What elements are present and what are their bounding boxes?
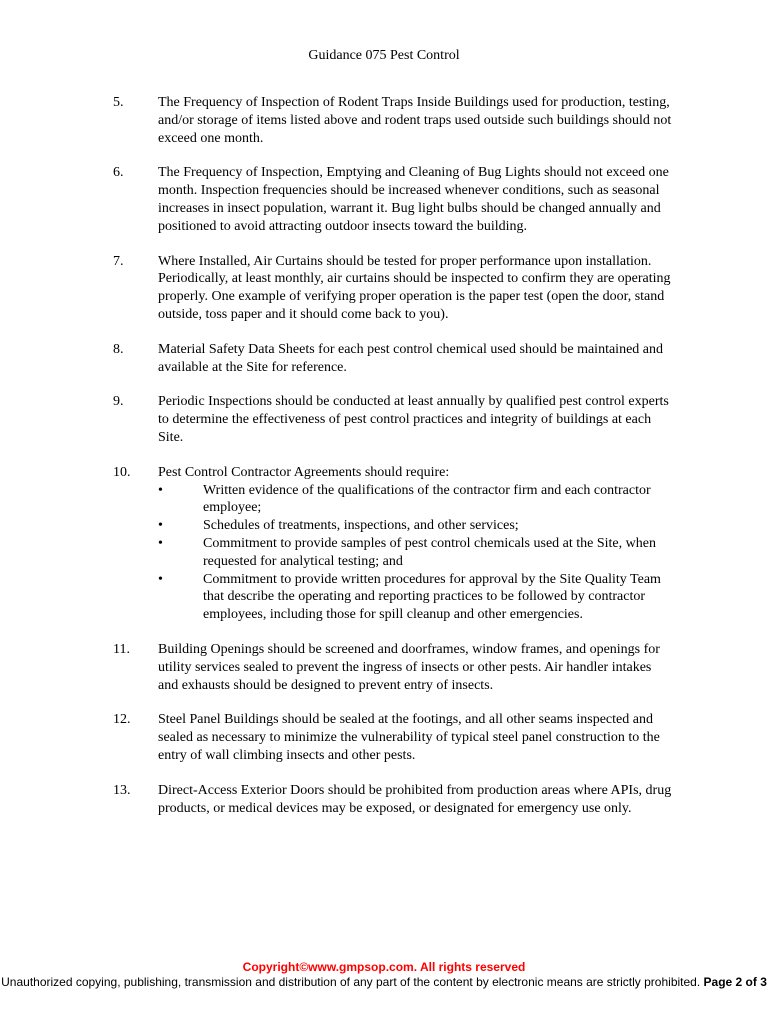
item-number: 8. (113, 341, 124, 357)
list-item (113, 253, 673, 324)
item-number: 12. (113, 712, 131, 728)
item-body (158, 711, 673, 764)
list-item (113, 711, 673, 764)
usage-notice-text: Unauthorized copying, publishing, transmission and distribution of any part of the content by electronic means are strictly prohibited. (1, 975, 701, 989)
list-item (113, 393, 673, 446)
bullet-text: Commitment to provide written procedures for approval by the Site Quality Team that describe the operating and reporting practices to be followed by contractor employees, including those for spill cleanup and other emergencies. (203, 571, 661, 623)
bullet-icon: • (158, 535, 163, 551)
item-text: Pest Control Contractor Agreements should require: (158, 464, 450, 480)
item-number: 9. (113, 394, 124, 410)
item-body (158, 464, 673, 624)
item-text: Where Installed, Air Curtains should be tested for proper performance upon installation. Periodically, at least monthly, air curtains should be inspected to confirm they are operating properly. One example of verifying proper operation is the paper test (open the door, stand outside, toss paper and it should come back to you). (158, 253, 671, 322)
item-number: 11. (113, 641, 130, 657)
item-number: 13. (113, 782, 131, 798)
list-item (113, 341, 673, 377)
bullet-item (158, 535, 673, 571)
list-item (113, 94, 673, 147)
list-item (113, 464, 673, 624)
bullet-text: Commitment to provide samples of pest control chemicals used at the Site, when requested for analytical testing; and (203, 535, 656, 569)
usage-notice (0, 975, 768, 990)
page-header (0, 47, 768, 65)
bullet-item (158, 517, 673, 535)
page-number: Page 2 of 3 (703, 975, 767, 989)
item-text: Direct-Access Exterior Doors should be prohibited from production areas where APIs, drug products, or medical devices may be exposed, or designated for emergency use only. (158, 782, 672, 816)
item-text: Steel Panel Buildings should be sealed at the footings, and all other seams inspected and sealed as necessary to minimize the vulnerability of typical steel panel construction to the entry of wall climbing insects and other pests. (158, 712, 660, 763)
bullet-icon: • (158, 518, 163, 534)
item-text: The Frequency of Inspection, Emptying and Cleaning of Bug Lights should not exceed one month. Inspection frequencies should be increased whenever conditions, such as seasonal increases in insect population, warrant it. Bug light bulbs should be changed annually and positioned to avoid attracting outdoor insects toward the building. (158, 165, 669, 234)
bullet-text: Schedules of treatments, inspections, and other services; (203, 518, 519, 534)
bullet-text: Written evidence of the qualifications of the contractor firm and each contractor employee; (203, 482, 651, 516)
item-text: Periodic Inspections should be conducted at least annually by qualified pest control experts to determine the effectiveness of pest control practices and integrity of buildings at each Site. (158, 394, 669, 445)
bullet-icon: • (158, 482, 163, 498)
item-number: 5. (113, 95, 124, 110)
item-text: The Frequency of Inspection of Rodent Traps Inside Buildings used for production, testing, and/or storage of items listed above and rodent traps used outside such buildings should not exceed one month. (158, 95, 672, 146)
bullet-list (158, 482, 673, 624)
item-body (158, 253, 673, 324)
list-item (113, 782, 673, 818)
item-text: Material Safety Data Sheets for each pest control chemical used should be maintained and available at the Site for reference. (158, 341, 663, 375)
item-body (158, 641, 673, 694)
bullet-item (158, 482, 673, 518)
item-body (158, 94, 673, 147)
item-number: 6. (113, 165, 124, 181)
bullet-icon: • (158, 571, 163, 587)
bullet-item (158, 571, 673, 624)
item-number: 10. (113, 464, 131, 480)
item-body (158, 164, 673, 235)
document-title: Guidance 075 Pest Control (308, 48, 460, 63)
item-body (158, 341, 673, 377)
numbered-list (113, 94, 673, 834)
item-number: 7. (113, 253, 124, 269)
copyright-notice: Copyright©www.gmpsop.com. All rights reserved (242, 960, 526, 974)
page-footer (0, 960, 768, 990)
list-item (113, 641, 673, 694)
item-body (158, 782, 673, 818)
item-body (158, 393, 673, 446)
list-item (113, 164, 673, 235)
item-text: Building Openings should be screened and doorframes, window frames, and openings for utility services sealed to prevent the ingress of insects or other pests. Air handler intakes and exhausts should be designed to prevent entry of insects. (158, 641, 660, 693)
